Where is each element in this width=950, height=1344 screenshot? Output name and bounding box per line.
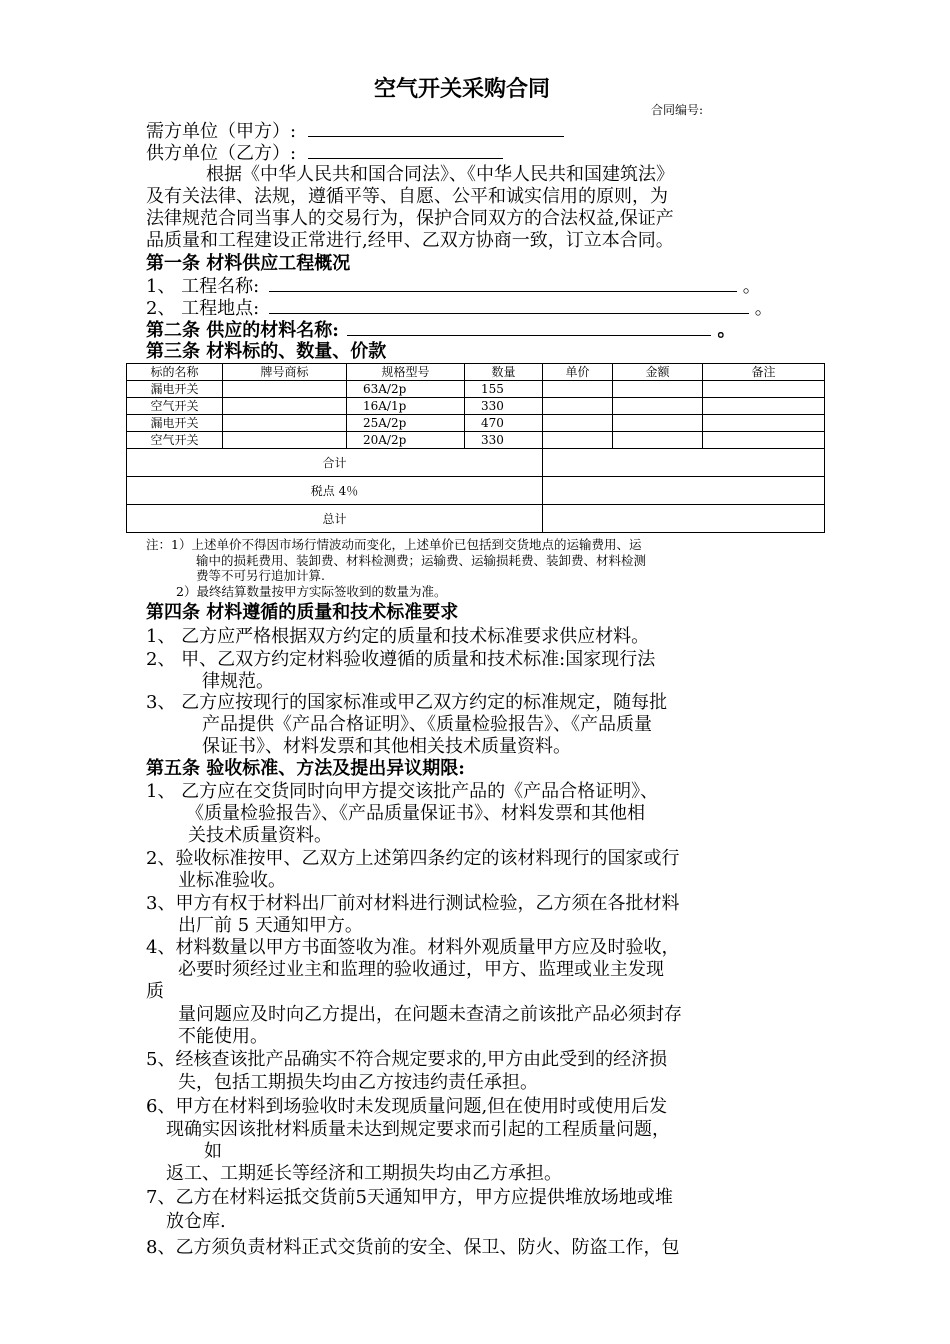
article-5-line: 4、材料数量以甲方书面签收为准。材料外观质量甲方应及时验收， [146,937,680,958]
table-cell [703,398,825,415]
tax-row [127,477,825,505]
article-3-heading: 第三条 材料标的、数量、价款 [146,341,387,362]
article-5-line: 1、 乙方应在交货同时向甲方提交该批产品的《产品合格证明》、 [146,781,659,802]
article-5-heading: 第五条 验收标准、方法及提出异议期限: [146,758,465,779]
buyer-line [146,120,564,143]
period-mark: 。 [717,320,736,341]
table-row [127,415,825,432]
article-2-line [146,319,735,342]
note-line-3: 费等不可另行追加计算. [196,568,325,583]
contract-number-label: 合同编号: [651,103,704,117]
table-cell: 63A/2p [347,381,465,398]
table-row [127,381,825,398]
article-5-line: 出厂前 5 天通知甲方。 [178,915,363,936]
article-5-line: 量问题应及时向乙方提出，在问题未查清之前该批产品必须封存 [178,1004,682,1025]
project-site-line [146,297,773,320]
note-line-2: 输中的损耗费用、装卸费、材料检测费；运输费、运输损耗费、装卸费、材料检测 [196,553,647,568]
article-5-line: 放仓库. [166,1211,226,1232]
project-name-label: 1、 工程名称: [146,276,260,297]
table-cell [703,432,825,449]
table-cell [543,398,613,415]
table-cell [223,432,347,449]
table-cell [543,432,613,449]
intro-line-4: 品质量和工程建设正常进行,经甲、乙双方协商一致，订立本合同。 [146,230,674,251]
material-table [126,363,825,533]
intro-line-1: 根据《中华人民共和国合同法》、《中华人民共和国建筑法》 [206,164,674,185]
article-4-line: 1、 乙方应严格根据双方约定的质量和技术标准要求供应材料。 [146,626,650,647]
column-header: 备注 [703,364,825,381]
article-5-line: 质 [146,981,164,1002]
seller-blank [308,142,503,159]
seller-line [146,142,503,165]
table-row [127,432,825,449]
subtotal-label: 合计 [127,449,543,477]
article-4-line: 产品提供《产品合格证明》、《质量检验报告》、《产品质量 [202,714,652,735]
period-mark: 。 [754,298,773,319]
article-5-line: 现确实因该批材料质量未达到规定要求而引起的工程质量问题， [166,1119,670,1140]
seller-label: 供方单位（乙方）: [146,143,297,164]
article-5-line: 返工、工期延长等经济和工期损失均由乙方承担。 [166,1163,562,1184]
article-5-line: 不能使用。 [178,1026,268,1047]
column-header: 数量 [465,364,543,381]
note-line-4: 2）最终结算数量按甲方实际签收到的数量为准。 [176,584,447,599]
table-cell [613,432,703,449]
page-title: 空气开关采购合同 [374,76,551,102]
table-cell: 漏电开关 [127,381,223,398]
table-cell [613,381,703,398]
project-name-blank [269,275,737,292]
table-cell: 空气开关 [127,398,223,415]
note-line-1: 注：1）上述单价不得因市场行情波动而变化，上述单价已包括到交货地点的运输费用、运 [146,537,642,552]
tax-value [543,477,825,505]
tax-label: 税点 4％ [127,477,543,505]
table-cell: 330 [465,432,543,449]
project-name-line [146,275,761,298]
article-5-line: 8、乙方须负责材料正式交货前的安全、保卫、防火、防盗工作，包 [146,1237,680,1258]
table-cell: 20A/2p [347,432,465,449]
table-cell: 空气开关 [127,432,223,449]
article-5-line: 《质量检验报告》、《产品质量保证书》、材料发票和其他相 [186,803,645,824]
article-5-line: 失，包括工期损失均由乙方按违约责任承担。 [178,1072,538,1093]
article-5-line: 3、甲方有权于材料出厂前对材料进行测试检验，乙方须在各批材料 [146,893,680,914]
total-row [127,505,825,533]
table-cell [543,415,613,432]
material-name-blank [347,319,711,336]
column-header: 标的名称 [127,364,223,381]
article-5-line: 5、经核查该批产品确实不符合规定要求的,甲方由此受到的经济损 [146,1049,668,1070]
article-5-line: 6、甲方在材料到场验收时未发现质量问题,但在使用时或使用后发 [146,1096,668,1117]
column-header: 单价 [543,364,613,381]
subtotal-value [543,449,825,477]
article-5-line: 关技术质量资料。 [188,825,332,846]
article-4-line: 2、 甲、乙双方约定材料验收遵循的质量和技术标准:国家现行法 [146,649,656,670]
intro-line-2: 及有关法律、法规，遵循平等、自愿、公平和诚实信用的原则，为 [146,186,668,207]
article-4-line: 3、 乙方应按现行的国家标准或甲乙双方约定的标准规定，随每批 [146,692,668,713]
table-cell [223,415,347,432]
article-2-heading: 第二条 供应的材料名称: [146,320,339,341]
table-cell [613,398,703,415]
table-cell [703,381,825,398]
column-header: 金额 [613,364,703,381]
article-5-line: 如 [204,1141,222,1162]
table-header-row [127,364,825,381]
total-value [543,505,825,533]
table-cell [543,381,613,398]
period-mark: 。 [742,276,761,297]
subtotal-row [127,449,825,477]
project-site-blank [269,297,749,314]
table-cell [613,415,703,432]
table-cell [703,415,825,432]
column-header: 牌号商标 [223,364,347,381]
article-1-heading: 第一条 材料供应工程概况 [146,253,351,274]
table-cell: 25A/2p [347,415,465,432]
table-cell: 漏电开关 [127,415,223,432]
table-cell: 470 [465,415,543,432]
article-5-line: 业标准验收。 [178,870,286,891]
article-4-line: 保证书》、材料发票和其他相关技术质量资料。 [202,736,571,757]
intro-line-3: 法律规范合同当事人的交易行为，保护合同双方的合法权益,保证产 [146,208,674,229]
table-cell: 330 [465,398,543,415]
column-header: 规格型号 [347,364,465,381]
total-label: 总计 [127,505,543,533]
article-5-line: 2、验收标准按甲、乙双方上述第四条约定的该材料现行的国家或行 [146,848,680,869]
buyer-label: 需方单位（甲方）: [146,121,297,142]
table-cell: 155 [465,381,543,398]
table-cell [223,381,347,398]
buyer-blank [308,120,564,137]
article-4-line: 律规范。 [202,671,274,692]
project-site-label: 2、 工程地点: [146,298,260,319]
table-cell [223,398,347,415]
table-cell: 16A/1p [347,398,465,415]
table-row [127,398,825,415]
article-5-line: 必要时须经过业主和监理的验收通过，甲方、监理或业主发现 [178,959,664,980]
article-4-heading: 第四条 材料遵循的质量和技术标准要求 [146,602,459,623]
article-5-line: 7、乙方在材料运抵交货前5天通知甲方，甲方应提供堆放场地或堆 [146,1187,673,1208]
